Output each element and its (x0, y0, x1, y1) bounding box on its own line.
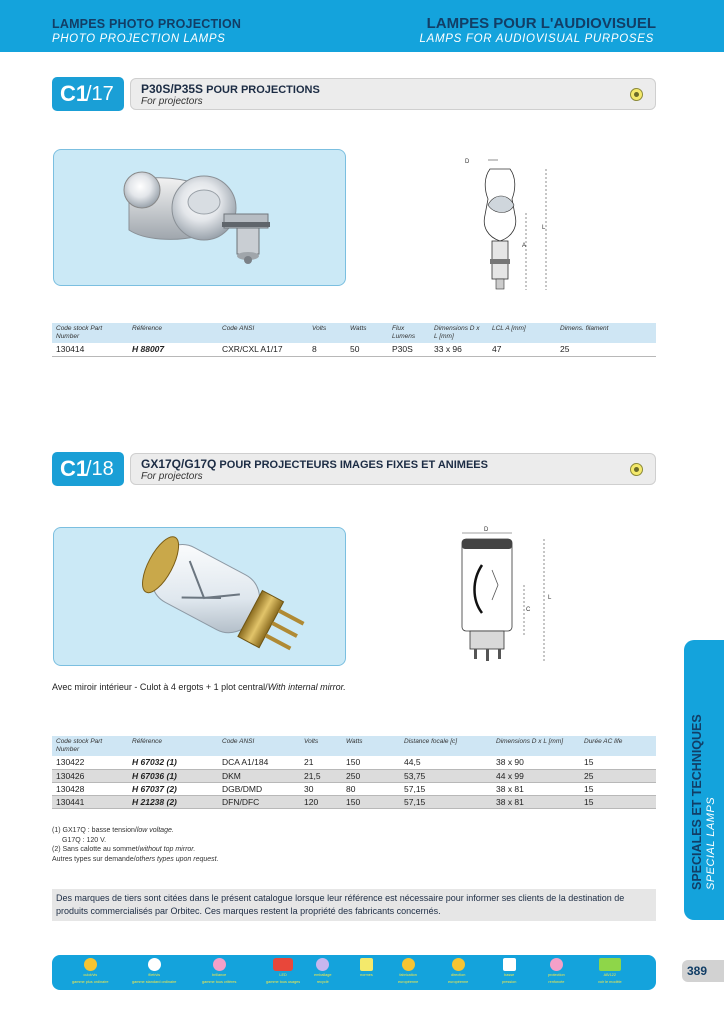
cell-ansi: DGB/DMD (218, 782, 300, 795)
cell-focal: 53,75 (400, 769, 492, 782)
table-row (52, 343, 656, 356)
footnote-fr: G17Q : 120 V. (62, 836, 107, 844)
section-title-rest: POUR PROJECTEURS IMAGES FIXES ET ANIMEES (216, 459, 488, 471)
code-letter: C1 (60, 456, 89, 481)
footnote-en: others types upon request. (135, 855, 219, 863)
footnote-en: without top mirror. (139, 846, 196, 853)
table-header-row (52, 736, 656, 756)
stock-icon (503, 958, 516, 971)
cell-life: 25 (580, 769, 656, 782)
table-header-cell: Code stock Part Number (52, 736, 128, 756)
legend-item (132, 958, 176, 984)
cell-dimensions: 38 x 81 (492, 782, 580, 795)
table-header-cell: Watts (346, 323, 388, 343)
cell-reference: H 67036 (1) (128, 769, 218, 782)
cell-dimensions: 38 x 81 (492, 795, 580, 808)
legend-item (360, 958, 373, 978)
table-header-cell: Référence (128, 323, 218, 343)
cell-ansi: DCA A1/184 (218, 756, 300, 769)
code-letter: C1 (60, 81, 89, 106)
cell-flux: P30S (388, 343, 430, 356)
section-code-badge (52, 452, 124, 486)
lamp-dimension-drawing-c1-18 (452, 525, 562, 670)
dot-icon (630, 88, 643, 101)
header-right-fr: LAMPES POUR L'AUDIOVISUEL (426, 15, 656, 32)
protection-icon (550, 958, 563, 971)
side-tab-fr: SPECIALES ET TECHNIQUES (690, 714, 704, 890)
cell-reference: H 67037 (2) (128, 782, 218, 795)
footnote-en: low voltage. (136, 827, 174, 834)
table-header-cell: Code ANSI (218, 736, 300, 756)
legend-label: recyclé (316, 979, 329, 984)
header-left-en: PHOTO PROJECTION LAMPS (52, 33, 226, 45)
table-header-cell: Distance focale [c] (400, 736, 492, 756)
table-row (52, 769, 656, 782)
table-header-row (52, 323, 656, 343)
section-title-box (130, 453, 656, 485)
lamp-photo-c1-17 (53, 149, 346, 286)
cell-volts: 120 (300, 795, 342, 808)
legend-label: filet/vis (148, 973, 160, 977)
legend-label: européenne (448, 979, 469, 984)
legend-label: emballage (314, 973, 332, 977)
cell-part-number: 130414 (52, 343, 128, 356)
legend-item (398, 958, 418, 984)
section-title-box (130, 78, 656, 110)
cell-part-number: 130428 (52, 782, 128, 795)
table-header-cell: Dimens. filament (556, 323, 656, 343)
cell-watts: 50 (346, 343, 388, 356)
cell-focal: 57,15 (400, 795, 492, 808)
table-header-cell: LCL A [mm] (488, 323, 556, 343)
footnote-fr: (2) Sans calotte au sommet/ (52, 846, 140, 853)
lamp-p30s-image (54, 150, 346, 286)
legend-label: gamme standard ordinaire (132, 979, 177, 984)
table-header-cell: Dimensions D x L [mm] (430, 323, 488, 343)
page-number: 389 (682, 960, 724, 982)
footnote (52, 845, 219, 855)
header-left-fr: LAMPES PHOTO PROJECTION (52, 17, 242, 31)
spec-table-c1-18 (52, 736, 656, 809)
table-row (52, 756, 656, 769)
table-header-cell: Watts (342, 736, 400, 756)
cell-dimensions: 44 x 99 (492, 769, 580, 782)
cell-dimensions: 38 x 90 (492, 756, 580, 769)
table-header-cell: Code stock Part Number (52, 323, 128, 343)
footer-legend-bar (52, 955, 656, 990)
section-title-bold: GX17Q/G17Q (141, 457, 217, 471)
dim-a-label: A (522, 243, 527, 249)
dot-icon (630, 463, 643, 476)
legend-label: renforcée (548, 979, 565, 984)
dim-d-label: D (484, 527, 489, 533)
legend-label: LED (279, 973, 287, 977)
legend-label: gamme tous critères (202, 979, 237, 984)
legend-item (502, 958, 516, 984)
section-title-rest: POUR PROJECTIONS (203, 84, 320, 96)
legend-label: AB/122 (603, 973, 617, 977)
cell-focal: 44,5 (400, 756, 492, 769)
section-caption (52, 682, 346, 692)
direct-icon (452, 958, 465, 971)
cell-part-number: 130426 (52, 769, 128, 782)
table-header-cell: Volts (308, 323, 346, 343)
cell-filament: 25 (556, 343, 656, 356)
fabrication-icon (402, 958, 415, 971)
legend-label: basse (504, 973, 515, 977)
legend-label: européenne (398, 979, 419, 984)
cell-focal: 57,15 (400, 782, 492, 795)
sun-icon (84, 958, 97, 971)
legend-label: gamme tous usages (266, 979, 301, 984)
cell-dimensions: 33 x 96 (430, 343, 488, 356)
section-header-c1-17 (52, 77, 656, 111)
header-right-en: LAMPS FOR AUDIOVISUAL PURPOSES (419, 33, 654, 45)
ab-icon (599, 958, 621, 971)
cell-watts: 250 (342, 769, 400, 782)
section-title (141, 82, 320, 96)
legend-label: brillance (212, 973, 227, 977)
lamp-photo-c1-18 (53, 527, 346, 666)
legend-label: gamme plus ordinaire (72, 979, 109, 984)
cell-life: 15 (580, 782, 656, 795)
cell-volts: 30 (300, 782, 342, 795)
cell-ansi: CXR/CXL A1/17 (218, 343, 308, 356)
cell-lcl: 47 (488, 343, 556, 356)
footnote (52, 836, 219, 846)
table-header-cell: Volts (300, 736, 342, 756)
cell-ansi: DFN/DFC (218, 795, 300, 808)
legend-item (72, 958, 109, 984)
legend-label: pression (502, 979, 517, 984)
cell-part-number: 130422 (52, 756, 128, 769)
code-number: /18 (86, 458, 114, 480)
cell-reference: H 21238 (2) (128, 795, 218, 808)
dim-l-label: L (542, 225, 546, 231)
footnote-fr: (1) GX17Q : basse tension/ (52, 827, 137, 834)
cell-life: 15 (580, 756, 656, 769)
cell-volts: 8 (308, 343, 346, 356)
cell-watts: 150 (342, 756, 400, 769)
cell-reference: H 88007 (128, 343, 218, 356)
header-bar (0, 0, 724, 52)
caption-fr: Avec miroir intérieur - Culot à 4 ergots + 1 plot central/ (52, 682, 268, 692)
dim-d-label: D (465, 159, 470, 165)
legend-label: protection (548, 973, 565, 977)
legend-item (266, 958, 300, 984)
legend-item (314, 958, 332, 984)
table-header-cell: Durée AC life (580, 736, 656, 756)
cell-reference: H 67032 (1) (128, 756, 218, 769)
cell-part-number: 130441 (52, 795, 128, 808)
footnote-fr: Autres types sur demande/ (52, 855, 136, 863)
table-header-cell: Code ANSI (218, 323, 308, 343)
section-subtitle: For projectors (141, 96, 203, 107)
section-title-bold: P30S/P35S (141, 82, 204, 96)
legend-item (598, 958, 622, 984)
section-subtitle: For projectors (141, 471, 203, 482)
cell-watts: 80 (342, 782, 400, 795)
cell-volts: 21,5 (300, 769, 342, 782)
footnote (52, 826, 219, 836)
legend-item (548, 958, 565, 984)
trademark-disclaimer: Des marques de tiers sont citées dans le présent catalogue lorsque leur référence est nécessaire pour informer ses clients de la destination de produits commercialisés par Orbitec. Ces marques restent la propriété des fabricants concernés. (52, 889, 656, 921)
code-number: /17 (86, 83, 114, 105)
table-header-cell: Référence (128, 736, 218, 756)
legend-label: fabrication (399, 973, 417, 977)
cell-volts: 21 (300, 756, 342, 769)
caption-en: With internal mirror. (267, 682, 346, 692)
legend-label: direction (450, 973, 466, 977)
section-title (141, 457, 488, 471)
table-header-cell: Flux Lumens (388, 323, 430, 343)
table-header-cell: Dimensions D x L [mm] (492, 736, 580, 756)
legend-label: culot/vis (83, 973, 98, 977)
dim-c-label: C (526, 607, 531, 613)
legend-label: voir le modèle (598, 979, 622, 984)
cell-watts: 150 (342, 795, 400, 808)
lamp-dimension-drawing-c1-17 (460, 155, 560, 300)
cell-life: 15 (580, 795, 656, 808)
section-header-c1-18 (52, 452, 656, 486)
legend-item (448, 958, 468, 984)
cell-ansi: DKM (218, 769, 300, 782)
legend-item (202, 958, 236, 984)
footnote (52, 855, 219, 865)
lamp-gx17q-image (54, 528, 346, 666)
table-row (52, 782, 656, 795)
bulb-icon (148, 958, 161, 971)
footnotes (52, 826, 219, 864)
dot-icon (360, 958, 373, 971)
led-icon (273, 958, 293, 971)
dim-l-label: L (548, 595, 552, 601)
side-category-tab (684, 640, 724, 920)
halogen-icon (213, 958, 226, 971)
spec-table-c1-17 (52, 323, 656, 357)
ecology-icon (316, 958, 329, 971)
section-code-badge (52, 77, 124, 111)
side-tab-en: SPECIAL LAMPS (705, 796, 717, 890)
legend-label: normes (360, 973, 373, 977)
table-row (52, 795, 656, 808)
